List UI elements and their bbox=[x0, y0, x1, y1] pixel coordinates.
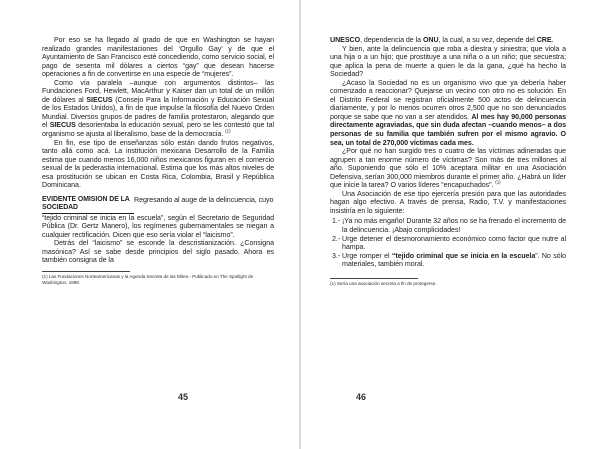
left-paragraph-2: Como vía paralela –aunque con argumentos distintos– las Fundaciones Ford, Hewlett, MacArthur y Kaiser dan un total de un millón de dólares al SIECUS (Consejo Para la Información y Educación Sexual de los Estados Unidos), a fin de que impulse la filosofía del Nuevo Orden Mundial. Diversos grupos de padres de familia protestaron, alegando que el SIECUS desorientaba la educación sexual, pero se les contestó que tal organismo se ajusta al liberalismo, base de la democracia. $^{(1)}$ bbox=[42, 78, 275, 139]
list-item: 2.- Urge detener el desmoronamiento económico como factor que nutre al hampa. bbox=[332, 234, 566, 252]
right-footnote: (1) Sería una asociación secreta a fin de protegerse. bbox=[330, 280, 437, 286]
section-paragraph-2: Detrás del “laicismo” se esconde la descristianización. ¿Consigna masónica? Así se sabe desde principios del siglo pasado. Ahora es también consigna de la bbox=[42, 239, 274, 265]
book-gutter bbox=[299, 0, 301, 449]
right-paragraph-3: ¿Acaso la Sociedad no es un organismo vivo que ya debería haber comenzado a reaccionar? Quejarse un vecino con otro no es solución. En el Distrito Federal se registran oficialmente 500 actos de delincuencia diariamente, y por lo menos ocurren otros 2,500 que no son denunciados porque se sabe que no van a ser atendidos. Al mes hay 90,000 personas directamente agraviadas, que sin duda afectan –cuando menos– a dos personas de su familia que también sufren por el mismo agravio. O sea, un total de 270,000 víctimas cada mes. bbox=[330, 78, 567, 147]
right-paragraph-1: UNESCO, dependencia de la ONU, la cual, a su vez, depende del CRE. bbox=[330, 36, 554, 44]
left-paragraph-3: En fin, ese tipo de enseñanzas sólo están dando frutos negativos, tanto allá como acá. La institución mexicana Desarrollo de la Familia estima que cuando menos 16,000 niños mexicanos figuran en el comercio sexual de la pederastia internacional. Estima que los más altos niveles de esa prostitución se ubican en Costa Rica, Colombia, Brasil y República Dominicana. bbox=[42, 138, 274, 190]
footnote-divider bbox=[330, 278, 418, 279]
left-page-number: 45 bbox=[178, 392, 189, 402]
section-heading: EVIDENTE OMISION DE LA SOCIEDAD bbox=[42, 196, 134, 214]
right-page-number: 46 bbox=[356, 392, 367, 402]
left-footnote: (1) Las Fundaciones Norteamericanas y la Agenda Secreta de las Elites.- Publicado en The Spotlight de Washington, 1998. bbox=[42, 273, 254, 285]
footnote-marker: (1) bbox=[225, 128, 231, 134]
section-first-line: Regresando al auge de la delincuencia, cuyo bbox=[134, 195, 274, 204]
right-paragraph-4: ¿Por qué no han surgido tres o cuatro de las víctimas adineradas que agrupen a tan enorme número de víctimas? Son más de tres millones al año. Suponiendo que sólo el 10% aceptara militar en una Asociación Defensiva, serían 300,000 miembros durante el primer año. ¿Habrá un líder que inicie la tarea? O varios líderes “encapuchados”. $^{(1)}$ bbox=[330, 147, 566, 190]
footnote-marker: (1) bbox=[495, 179, 501, 185]
left-page bbox=[42, 36, 274, 286]
demands-list bbox=[330, 217, 566, 268]
section-paragraph-1: “tejido criminal se inicia en la escuela”, según el Secretario de Seguridad Pública (Dr. Gertz Manero), los regímenes gubernamentales se niegan a cualquier rectificación. Dicen que eso sería violar el “laicismo”. bbox=[42, 213, 274, 239]
footnote-divider bbox=[42, 271, 130, 272]
right-page bbox=[330, 36, 566, 287]
list-item: 1.- ¡Ya no más engaño! Durante 32 años no se ha frenado el incremento de la delincuencia. ¡Abajo complicidades! bbox=[332, 217, 567, 235]
list-item: 3.- Urge romper el “tejido criminal que se inicia en la escuela”. No sólo materiales, también moral. bbox=[332, 251, 567, 269]
section-block bbox=[42, 196, 274, 214]
right-paragraph-2: Y bien, ante la delincuencia que roba a diestra y siniestra; que viola a una hija o a un hijo; que prostituye a una niña o a un niño; que secuestra; que aplica la pena de muerte a quien le da la gana, ¿qué ha hecho la Sociedad? bbox=[330, 44, 566, 79]
left-paragraph-1: Por eso se ha llegado al grado de que en Washington se hayan realizado grandes manifestaciones del ‘Orgullo Gay’ y de que el Ayuntamiento de San Francisco esté concediendo, como servicio social, el pago de sesenta mil dólares a ciertos “gay” que desean hacerse operaciones a fin de convertirse en una especie de “mujeres”. bbox=[42, 36, 274, 79]
right-paragraph-5: Una Asociación de ese tipo ejercería presión para que las autoridades hagan algo efectivo. A través de prensa, Radio, T.V. y manifestaciones insistiría en lo siguiente: bbox=[330, 189, 566, 215]
